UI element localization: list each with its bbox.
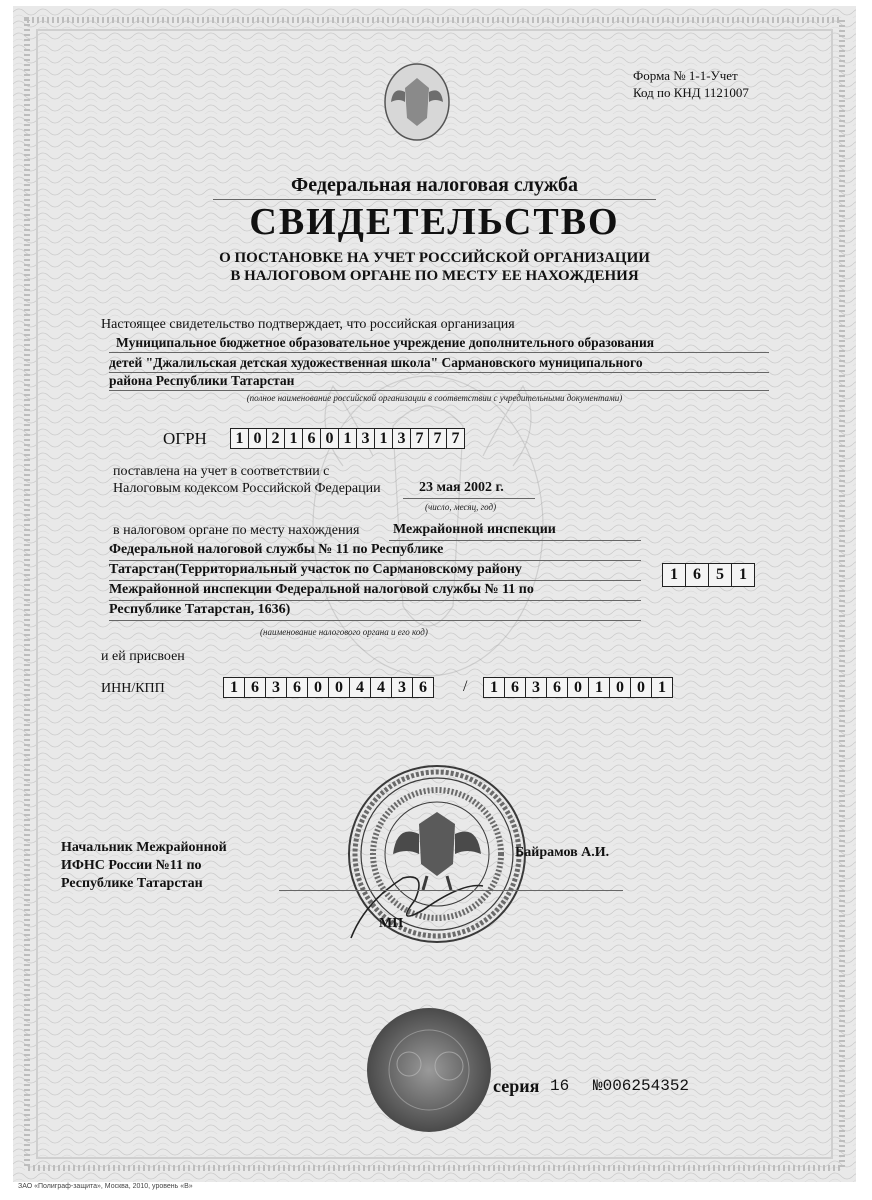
tax-office-code-cells bbox=[662, 563, 755, 587]
form-number: Форма № 1-1-Учет bbox=[633, 68, 738, 83]
signer-name: Байрамов А.И. bbox=[515, 845, 610, 860]
tax-office-code-digit: 1 bbox=[739, 566, 747, 583]
tax-office-code-digit: 5 bbox=[709, 564, 732, 586]
kpp-digit: 1 bbox=[589, 678, 610, 697]
tax-office-code-digit: 6 bbox=[686, 564, 709, 586]
ogrn-digit: 0 bbox=[321, 429, 339, 448]
inn-digit: 1 bbox=[224, 678, 245, 697]
registered-line-2: Налоговым кодексом Российской Федерации bbox=[113, 481, 381, 496]
ogrn-cells bbox=[230, 428, 465, 449]
kpp-digit: 1 bbox=[658, 678, 666, 696]
tax-office-line-2: Федеральной налоговой службы № 11 по Республике bbox=[109, 542, 444, 557]
tax-office-line-3: Татарстан(Территориальный участок по Сармановскому району bbox=[109, 562, 522, 577]
date-hint: (число, месяц, год) bbox=[425, 502, 497, 512]
ogrn-digit: 6 bbox=[303, 429, 321, 448]
org-name-line-3: района Республики Татарстан bbox=[109, 373, 295, 388]
signer-position-line-3: Республике Татарстан bbox=[61, 876, 203, 891]
org-name-line-1: Муниципальное бюджетное образовательное учреждение дополнительного образования bbox=[116, 335, 655, 350]
subtitle-line-2: В НАЛОГОВОМ ОРГАНЕ ПО МЕСТУ ЕЕ НАХОЖДЕНИЯ bbox=[230, 268, 639, 284]
ogrn-digit: 1 bbox=[339, 429, 357, 448]
printer-credit: ЗАО «Полиграф-защита», Москва, 2010, уровень «В» bbox=[18, 1183, 193, 1190]
form-knd-code: Код по КНД 1121007 bbox=[633, 85, 749, 100]
tax-office-line-5: Республике Татарстан, 1636) bbox=[109, 602, 291, 617]
ogrn-digit: 7 bbox=[429, 429, 447, 448]
signer-position-line-2: ИФНС России №11 по bbox=[61, 858, 202, 873]
kpp-digit: 3 bbox=[526, 678, 547, 697]
kpp-cells bbox=[483, 677, 673, 698]
kpp-digit: 0 bbox=[568, 678, 589, 697]
inn-digit: 0 bbox=[329, 678, 350, 697]
eagle-emblem-icon bbox=[385, 64, 449, 140]
tax-office-line-1: Межрайонной инспекции bbox=[393, 522, 556, 537]
ogrn-label: ОГРН bbox=[163, 429, 207, 448]
serial-number: №006254352 bbox=[593, 1077, 690, 1095]
org-name-line-2: детей "Джалильская детская художественная школа" Сармановского муниципального bbox=[109, 355, 643, 370]
kpp-digit: 6 bbox=[547, 678, 568, 697]
inn-digit: 6 bbox=[245, 678, 266, 697]
intro-text: Настоящее свидетельство подтверждает, что российская организация bbox=[101, 317, 515, 332]
inn-digit: 4 bbox=[350, 678, 371, 697]
seal-stamp-icon bbox=[349, 766, 525, 942]
registration-date: 23 мая 2002 г. bbox=[419, 480, 504, 495]
inn-cells bbox=[223, 677, 434, 698]
stamp-place-label: МП bbox=[379, 916, 404, 931]
tax-office-hint: (наименование налогового органа и его код) bbox=[260, 627, 428, 637]
inn-digit: 0 bbox=[308, 678, 329, 697]
inn-digit: 3 bbox=[392, 678, 413, 697]
ogrn-digit: 0 bbox=[249, 429, 267, 448]
hologram-icon bbox=[367, 1008, 491, 1132]
inn-kpp-label: ИНН/КПП bbox=[101, 681, 165, 696]
inn-digit: 3 bbox=[266, 678, 287, 697]
assigned-label: и ей присвоен bbox=[101, 649, 185, 664]
inn-digit: 4 bbox=[371, 678, 392, 697]
kpp-digit: 1 bbox=[484, 678, 505, 697]
tax-office-line-4: Межрайонной инспекции Федеральной налоговой службы № 11 по bbox=[109, 582, 534, 597]
series-value: 16 bbox=[550, 1077, 570, 1095]
tax-office-code-digit: 1 bbox=[663, 564, 686, 586]
inn-digit: 6 bbox=[287, 678, 308, 697]
ogrn-digit: 1 bbox=[231, 429, 249, 448]
signer-position-line-1: Начальник Межрайонной bbox=[61, 840, 227, 855]
page-title: СВИДЕТЕЛЬСТВО bbox=[249, 201, 620, 243]
kpp-digit: 6 bbox=[505, 678, 526, 697]
ogrn-digit: 7 bbox=[411, 429, 429, 448]
kpp-digit: 0 bbox=[631, 678, 652, 697]
inn-kpp-separator: / bbox=[463, 678, 468, 695]
series-label: серия bbox=[493, 1076, 540, 1096]
ogrn-digit: 3 bbox=[357, 429, 375, 448]
agency-name: Федеральная налоговая служба bbox=[291, 174, 578, 196]
certificate-sheet bbox=[13, 6, 856, 1182]
tax-office-intro: в налоговом органе по месту нахождения bbox=[113, 523, 360, 538]
org-name-hint: (полное наименование российской организации в соответствии с учредительными документами) bbox=[246, 393, 623, 403]
ogrn-digit: 1 bbox=[375, 429, 393, 448]
kpp-digit: 0 bbox=[610, 678, 631, 697]
ogrn-digit: 7 bbox=[451, 429, 460, 447]
registered-line-1: поставлена на учет в соответствии с bbox=[113, 464, 330, 479]
ogrn-digit: 1 bbox=[285, 429, 303, 448]
ogrn-digit: 3 bbox=[393, 429, 411, 448]
ogrn-digit: 2 bbox=[267, 429, 285, 448]
subtitle-line-1: О ПОСТАНОВКЕ НА УЧЕТ РОССИЙСКОЙ ОРГАНИЗАЦИИ bbox=[219, 250, 650, 266]
inn-digit: 6 bbox=[419, 678, 427, 696]
